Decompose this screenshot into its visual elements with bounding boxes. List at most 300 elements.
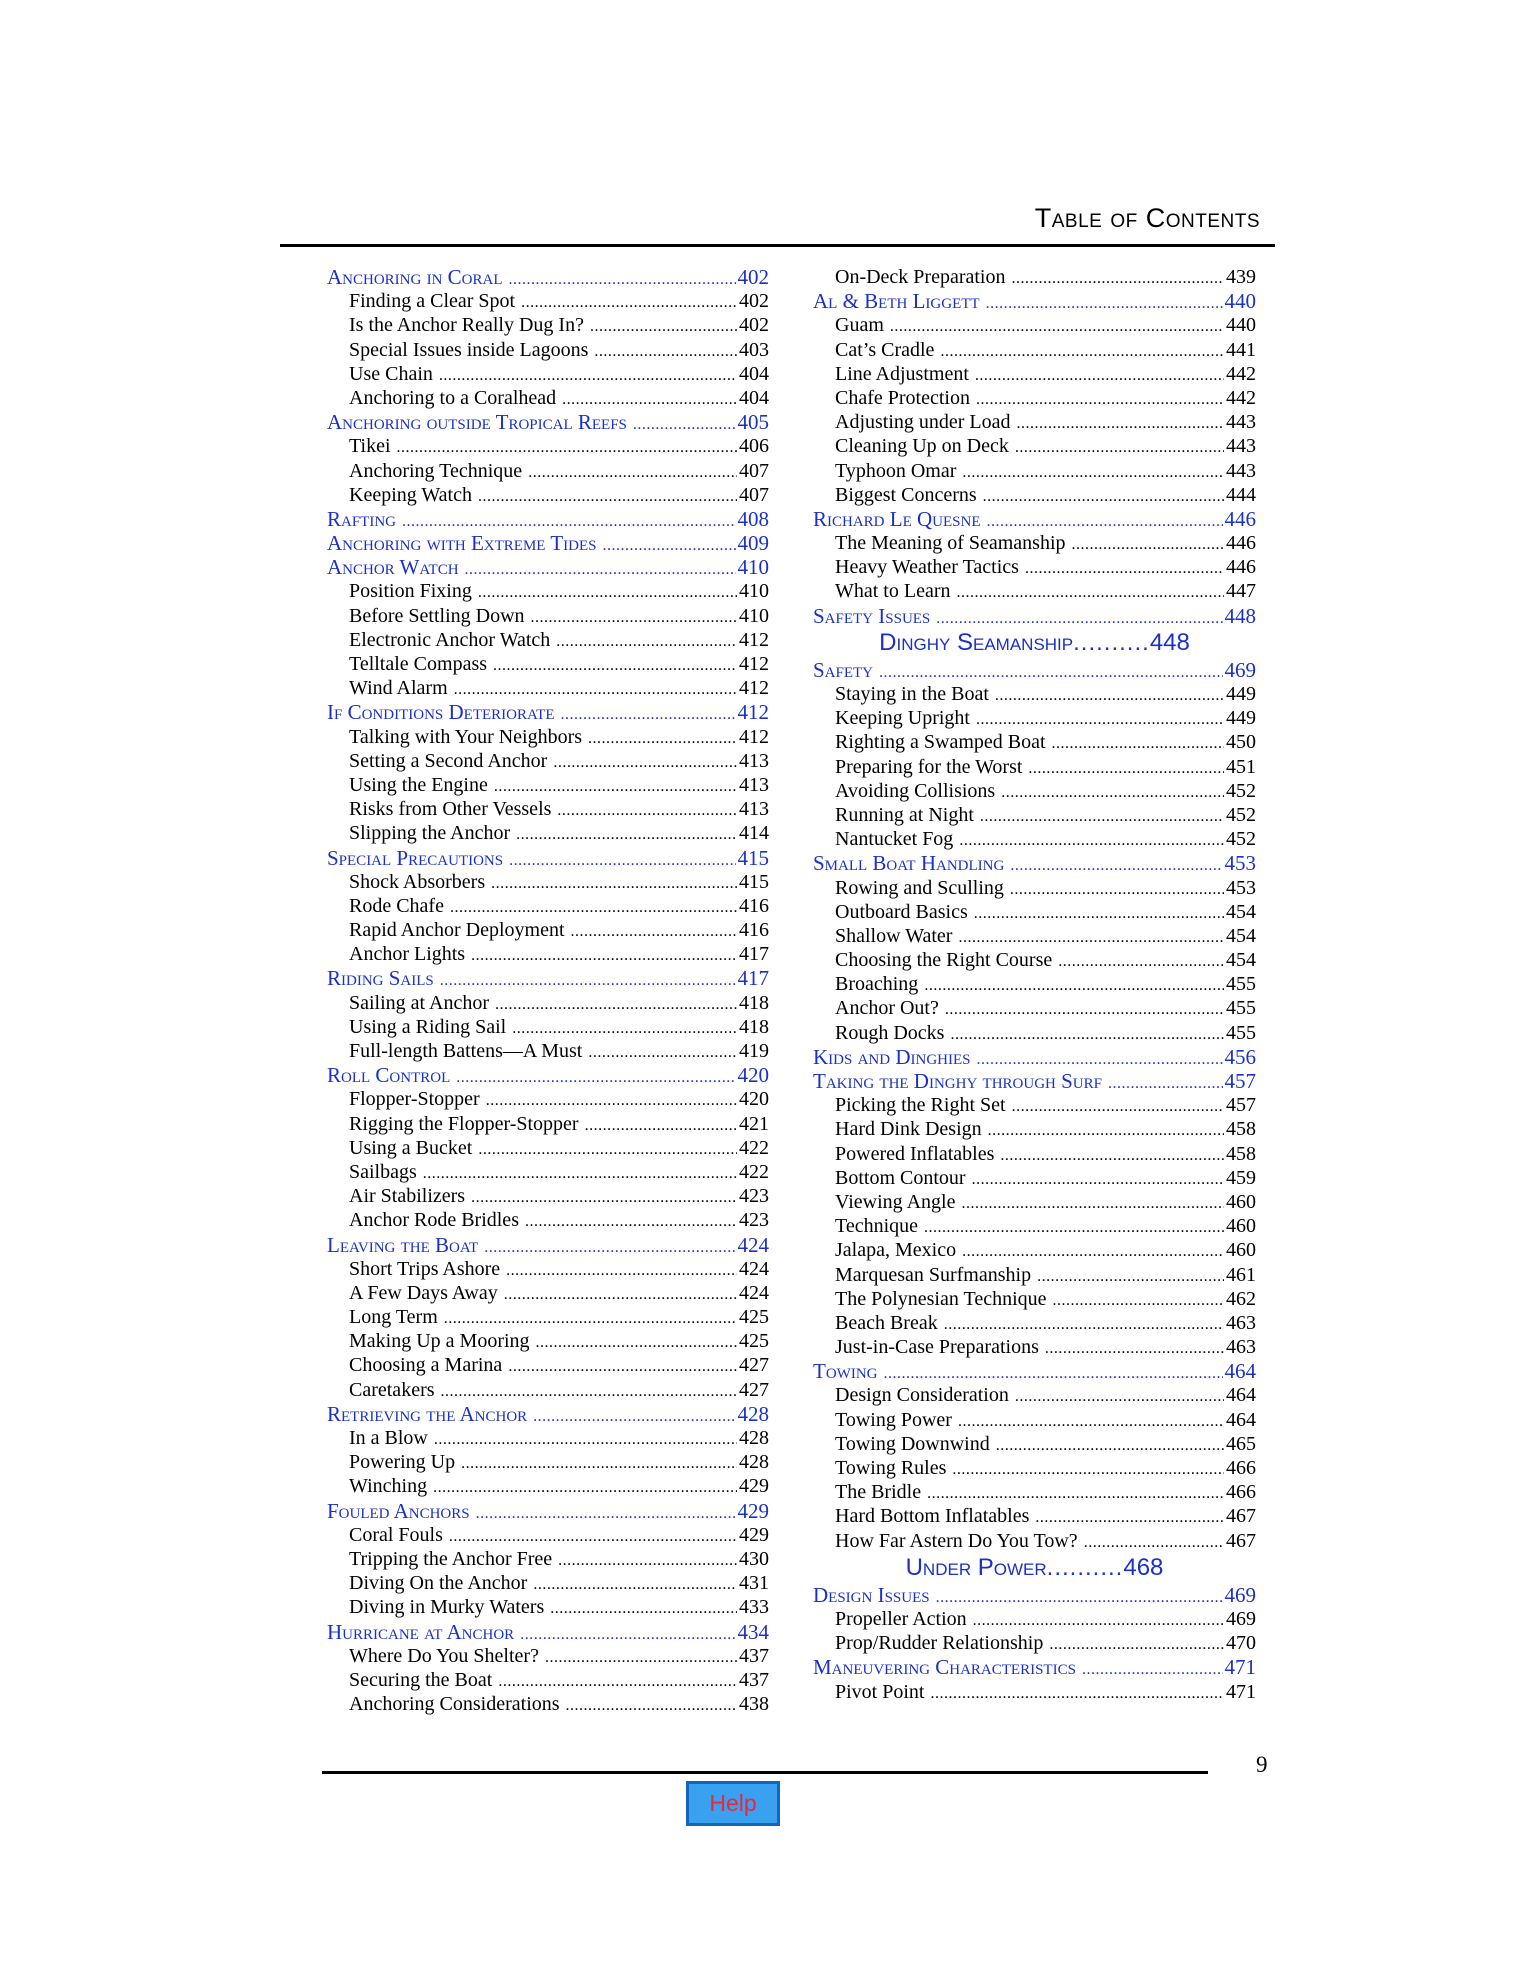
toc-subentry[interactable] — [813, 779, 1256, 803]
toc-subentry[interactable] — [813, 1117, 1256, 1141]
toc-leader-dots — [1058, 950, 1224, 972]
toc-entry-label: Taking the Dinghy through Surf — [813, 1069, 1102, 1093]
toc-entry-page: 454 — [1226, 900, 1256, 923]
toc-leader-dots — [883, 1362, 1222, 1383]
toc-entry-label: Prop/Rudder Relationship — [835, 1632, 1044, 1655]
toc-leader-dots — [1012, 267, 1225, 289]
toc-section-entry[interactable] — [813, 1583, 1256, 1607]
toc-entry-page: 471 — [1226, 1680, 1256, 1703]
toc-section-entry[interactable] — [813, 1045, 1256, 1069]
page-title: Table of Contents — [1034, 203, 1260, 233]
toc-subentry[interactable] — [813, 265, 1256, 289]
toc-subentry[interactable] — [327, 1136, 769, 1160]
toc-entry-label: Keeping Upright — [835, 707, 970, 730]
toc-subentry[interactable] — [327, 652, 769, 676]
toc-leader-dots — [590, 315, 737, 337]
toc-subentry[interactable] — [813, 948, 1256, 972]
toc-entry-page: 464 — [1226, 1384, 1256, 1407]
toc-subentry[interactable] — [813, 1529, 1256, 1553]
toc-entry-label: Beach Break — [835, 1311, 938, 1334]
toc-entry-page: 448 — [1224, 603, 1256, 628]
toc-subentry[interactable] — [327, 1523, 769, 1547]
toc-subentry[interactable] — [327, 1257, 769, 1281]
toc-subentry[interactable] — [327, 1547, 769, 1571]
toc-section-entry[interactable] — [813, 1359, 1256, 1383]
toc-entry-page: 425 — [739, 1306, 769, 1329]
toc-subentry[interactable] — [813, 706, 1256, 730]
toc-subentry[interactable] — [813, 434, 1256, 458]
toc-subentry[interactable] — [813, 730, 1256, 754]
toc-entry-page: 455 — [1226, 1021, 1256, 1044]
toc-leader-dots — [988, 1119, 1224, 1141]
toc-section-entry[interactable] — [327, 555, 769, 579]
toc-entry-label: What to Learn — [835, 580, 951, 603]
toc-entry-label: Setting a Second Anchor — [349, 749, 548, 772]
toc-entry-page: 446 — [1226, 532, 1256, 555]
toc-entry-page: 458 — [1226, 1142, 1256, 1165]
toc-entry-label: Using a Bucket — [349, 1136, 473, 1159]
toc-entry-label: Rafting — [327, 506, 397, 531]
toc-subentry[interactable] — [327, 1160, 769, 1184]
toc-subentry[interactable] — [813, 362, 1256, 386]
toc-section-entry[interactable] — [327, 966, 769, 990]
toc-leader-dots — [558, 1549, 737, 1571]
toc-entry-label: A Few Days Away — [349, 1281, 498, 1304]
toc-leader-dots — [940, 340, 1224, 362]
toc-entry-label: Design Consideration — [835, 1384, 1009, 1407]
toc-entry-page: 457 — [1224, 1069, 1256, 1093]
toc-leader-dots — [533, 1405, 735, 1426]
toc-subentry[interactable] — [813, 827, 1256, 851]
toc-entry-page: 442 — [1226, 362, 1256, 385]
toc-leader-dots — [958, 1410, 1224, 1432]
toc-subentry[interactable] — [813, 555, 1256, 579]
toc-entry-label: In a Blow — [349, 1427, 428, 1449]
toc-entry-page: 421 — [739, 1112, 769, 1135]
toc-subentry[interactable] — [327, 1305, 769, 1329]
toc-entry-label: Preparing for the Worst — [835, 755, 1023, 778]
toc-entry-label: Technique — [835, 1215, 919, 1238]
toc-entry-page: 425 — [739, 1330, 769, 1353]
toc-entry-label: Riding Sails — [327, 966, 434, 991]
toc-entry-label: Powering Up — [349, 1451, 456, 1474]
toc-subentry[interactable] — [327, 991, 769, 1015]
toc-leader-dots — [449, 1525, 737, 1547]
toc-subentry[interactable] — [813, 1093, 1256, 1117]
toc-leader-dots — [461, 1452, 737, 1474]
toc-entry-label: Chafe Protection — [835, 386, 970, 409]
toc-entry-page: 437 — [739, 1668, 769, 1691]
toc-entry-label: Anchor Rode Bridles — [349, 1209, 519, 1232]
toc-subentry[interactable] — [327, 362, 769, 386]
toc-subentry[interactable] — [813, 483, 1256, 507]
toc-subentry[interactable] — [813, 338, 1256, 362]
toc-subentry[interactable] — [813, 900, 1256, 924]
toc-subentry[interactable] — [813, 1238, 1256, 1262]
toc-leader-dots — [521, 291, 737, 313]
toc-entry-page: 455 — [1226, 997, 1256, 1020]
toc-subentry[interactable] — [813, 1408, 1256, 1432]
toc-entry-label: Choosing a Marina — [349, 1354, 503, 1377]
toc-leader-dots — [506, 1259, 737, 1281]
toc-subentry[interactable] — [327, 1281, 769, 1305]
toc-entry-label: Position Fixing — [349, 580, 472, 603]
toc-entry-page: 452 — [1226, 779, 1256, 802]
toc-subentry[interactable] — [327, 1644, 769, 1668]
toc-leader-dots — [478, 485, 737, 507]
toc-subentry[interactable] — [327, 1087, 769, 1111]
toc-entry-label: The Meaning of Seamanship — [835, 532, 1066, 555]
toc-leader-dots — [509, 849, 735, 870]
toc-subentry[interactable] — [813, 755, 1256, 779]
toc-entry-page: 415 — [737, 845, 769, 870]
help-button[interactable]: Help — [686, 1781, 780, 1826]
toc-leader-dots: .......... — [1073, 628, 1150, 656]
toc-subentry[interactable] — [327, 918, 769, 942]
toc-leader-dots — [987, 510, 1223, 531]
toc-leader-dots — [1108, 1072, 1223, 1093]
toc-section-entry[interactable] — [327, 265, 769, 289]
toc-subentry[interactable] — [327, 942, 769, 966]
toc-leader-dots — [633, 413, 736, 434]
toc-leader-dots — [1035, 1506, 1224, 1528]
toc-section-entry[interactable] — [327, 1499, 769, 1523]
toc-subentry[interactable] — [327, 1015, 769, 1039]
toc-entry-page: 470 — [1226, 1632, 1256, 1655]
toc-subentry[interactable] — [813, 1142, 1256, 1166]
toc-subentry[interactable] — [813, 1335, 1256, 1359]
toc-section-entry[interactable] — [813, 658, 1256, 682]
toc-entry-page: 428 — [739, 1427, 769, 1449]
toc-subentry[interactable] — [327, 313, 769, 337]
toc-leader-dots — [944, 1313, 1224, 1335]
toc-entry-label: Retrieving the Anchor — [327, 1401, 528, 1426]
toc-leader-dots — [471, 1186, 737, 1208]
toc-leader-dots — [1025, 557, 1224, 579]
toc-subentry[interactable] — [327, 1474, 769, 1498]
toc-subentry[interactable] — [813, 386, 1256, 410]
toc-subentry[interactable] — [813, 459, 1256, 483]
toc-subentry[interactable] — [813, 924, 1256, 948]
toc-leader-dots — [983, 485, 1224, 507]
toc-section-entry[interactable] — [327, 1620, 769, 1644]
toc-entry-page: 455 — [1226, 973, 1256, 996]
toc-entry-page: 458 — [1226, 1118, 1256, 1141]
toc-entry-label: If Conditions Deteriorate — [327, 700, 555, 725]
toc-section-entry[interactable] — [327, 1402, 769, 1426]
toc-leader-dots — [454, 678, 737, 700]
toc-leader-dots — [550, 1597, 737, 1619]
toc-subentry[interactable] — [327, 894, 769, 918]
toc-leader-dots — [962, 1240, 1224, 1262]
toc-subentry[interactable] — [327, 1378, 769, 1402]
toc-entry-page: 453 — [1224, 851, 1256, 876]
toc-subentry[interactable] — [813, 1680, 1256, 1704]
toc-leader-dots — [484, 1236, 735, 1257]
toc-subentry[interactable] — [327, 434, 769, 458]
toc-entry-label: Anchor Out? — [835, 997, 939, 1020]
toc-entry-page: 413 — [739, 798, 769, 821]
toc-entry-page: 416 — [739, 894, 769, 917]
toc-entry-page: 437 — [739, 1644, 769, 1667]
toc-subentry[interactable] — [813, 1190, 1256, 1214]
toc-leader-dots — [1010, 854, 1222, 875]
toc-entry-label: Use Chain — [349, 362, 433, 385]
toc-entry-label: Rough Docks — [835, 1021, 945, 1044]
toc-entry-label: Viewing Angle — [835, 1190, 956, 1213]
toc-entry-page: 467 — [1226, 1505, 1256, 1528]
toc-entry-page: 449 — [1226, 707, 1256, 730]
toc-section-entry[interactable] — [327, 700, 769, 724]
toc-leader-dots — [1084, 1531, 1224, 1553]
toc-leader-dots — [1049, 1633, 1224, 1655]
toc-subentry[interactable] — [813, 1021, 1256, 1045]
toc-subentry[interactable] — [813, 1383, 1256, 1407]
toc-entry-label: Pivot Point — [835, 1680, 925, 1703]
toc-leader-dots — [1053, 1289, 1224, 1311]
toc-entry-page: 434 — [737, 1619, 769, 1644]
toc-subentry[interactable] — [327, 338, 769, 362]
toc-entry-label: Hard Dink Design — [835, 1118, 982, 1141]
toc-section-entry[interactable] — [813, 507, 1256, 531]
toc-entry-label: Winching — [349, 1475, 428, 1498]
toc-subentry[interactable] — [327, 459, 769, 483]
toc-subentry[interactable] — [813, 1607, 1256, 1631]
toc-leader-dots — [566, 1694, 737, 1716]
toc-entry-page: 428 — [739, 1451, 769, 1474]
toc-entry-page: 446 — [1226, 556, 1256, 579]
toc-subentry[interactable] — [327, 1039, 769, 1063]
toc-section-entry[interactable] — [813, 1069, 1256, 1093]
toc-leader-dots — [520, 1623, 735, 1644]
toc-entry-label: Marquesan Surfmanship — [835, 1263, 1032, 1286]
toc-leader-dots — [509, 268, 736, 289]
toc-leader-dots — [1017, 412, 1224, 434]
toc-leader-dots — [973, 1609, 1224, 1631]
toc-entry-label: Keeping Watch — [349, 483, 472, 506]
toc-entry-page: 446 — [1224, 506, 1256, 531]
toc-leader-dots — [562, 388, 737, 410]
toc-subentry[interactable] — [813, 1214, 1256, 1238]
toc-subentry[interactable] — [813, 1631, 1256, 1655]
toc-part-heading[interactable] — [813, 628, 1256, 658]
toc-section-entry[interactable] — [813, 851, 1256, 875]
toc-subentry[interactable] — [327, 870, 769, 894]
toc-entry-label: On-Deck Preparation — [835, 266, 1006, 288]
toc-subentry[interactable] — [813, 1311, 1256, 1335]
toc-leader-dots — [536, 1331, 737, 1353]
toc-entry-label: Picking the Right Set — [835, 1094, 1006, 1117]
toc-leader-dots — [927, 1482, 1224, 1504]
toc-entry-label: Avoiding Collisions — [835, 779, 996, 802]
toc-entry-label: Staying in the Boat — [835, 683, 989, 705]
toc-entry-page: 416 — [739, 919, 769, 942]
toc-subentry[interactable] — [327, 1571, 769, 1595]
toc-subentry[interactable] — [327, 604, 769, 628]
toc-leader-dots — [588, 727, 737, 749]
toc-entry-page: 423 — [739, 1209, 769, 1232]
toc-entry-page: 430 — [739, 1547, 769, 1570]
toc-entry-page: 464 — [1224, 1359, 1256, 1384]
toc-subentry[interactable] — [813, 682, 1256, 706]
toc-subentry[interactable] — [327, 1208, 769, 1232]
toc-entry-page: 424 — [739, 1281, 769, 1304]
toc-subentry[interactable] — [327, 1426, 769, 1450]
toc-entry-page: 440 — [1224, 289, 1256, 314]
toc-entry-page: 412 — [739, 725, 769, 748]
toc-entry-label: The Bridle — [835, 1481, 922, 1504]
toc-section-entry[interactable] — [813, 604, 1256, 628]
toc-entry-page: 450 — [1226, 731, 1256, 754]
toc-entry-page: 454 — [1226, 924, 1256, 947]
toc-entry-label: Caretakers — [349, 1378, 435, 1401]
toc-subentry[interactable] — [327, 676, 769, 700]
toc-subentry[interactable] — [327, 1353, 769, 1377]
toc-subentry[interactable] — [813, 313, 1256, 337]
toc-subentry[interactable] — [813, 1504, 1256, 1528]
toc-entry-label: Slipping the Anchor — [349, 822, 511, 845]
toc-leader-dots — [561, 703, 736, 724]
toc-subentry[interactable] — [813, 1456, 1256, 1480]
toc-subentry[interactable] — [327, 1329, 769, 1353]
toc-subentry[interactable] — [327, 1450, 769, 1474]
toc-entry-page: 407 — [739, 459, 769, 482]
toc-entry-page: 402 — [739, 314, 769, 337]
toc-subentry[interactable] — [813, 579, 1256, 603]
toc-entry-page: 419 — [739, 1040, 769, 1062]
toc-entry-page: 415 — [739, 870, 769, 893]
toc-leader-dots — [980, 805, 1224, 827]
toc-subentry[interactable] — [327, 579, 769, 603]
toc-entry-page: 438 — [739, 1693, 769, 1716]
toc-entry-label: Wind Alarm — [349, 677, 448, 700]
toc-entry-page: 424 — [739, 1257, 769, 1280]
toc-leader-dots: .......... — [1046, 1553, 1124, 1581]
toc-entry-page: 412 — [739, 628, 769, 651]
toc-entry-label: Just-in-Case Preparations — [835, 1336, 1039, 1359]
toc-entry-label: Righting a Swamped Boat — [835, 731, 1046, 754]
toc-entry-label: Full-length Battens—A Must — [349, 1040, 583, 1062]
toc-entry-page: 402 — [739, 290, 769, 313]
toc-subentry[interactable] — [327, 289, 769, 313]
toc-entry-label: Telltale Compass — [349, 653, 488, 675]
toc-entry-label: Roll Control — [327, 1063, 451, 1088]
toc-subentry[interactable] — [327, 1112, 769, 1136]
toc-entry-label: Al & Beth Liggett — [813, 289, 980, 314]
toc-entry-page: 452 — [1226, 803, 1256, 826]
toc-subentry[interactable] — [813, 1480, 1256, 1504]
toc-section-entry[interactable] — [327, 1063, 769, 1087]
toc-entry-label: Fouled Anchors — [327, 1498, 470, 1523]
toc-section-entry[interactable] — [327, 1233, 769, 1257]
toc-entry-label: Heavy Weather Tactics — [835, 556, 1019, 579]
toc-subentry[interactable] — [813, 972, 1256, 996]
toc-leader-dots — [1082, 1658, 1223, 1679]
toc-part-heading[interactable] — [813, 1553, 1256, 1583]
toc-section-entry[interactable] — [813, 289, 1256, 313]
toc-leader-dots — [557, 799, 737, 821]
toc-leader-dots — [936, 1586, 1223, 1607]
toc-entry-label: Using the Engine — [349, 773, 488, 796]
toc-entry-page: 417 — [737, 966, 769, 991]
toc-entry-label: Anchor Lights — [349, 943, 466, 966]
toc-subentry[interactable] — [327, 1692, 769, 1716]
toc-entry-label: Dinghy Seamanship — [879, 628, 1074, 656]
toc-subentry[interactable] — [813, 996, 1256, 1020]
toc-section-entry[interactable] — [813, 1655, 1256, 1679]
toc-entry-page: 465 — [1226, 1432, 1256, 1455]
toc-subentry[interactable] — [813, 876, 1256, 900]
toc-entry-page: 466 — [1226, 1481, 1256, 1504]
toc-entry-label: Diving On the Anchor — [349, 1572, 528, 1595]
toc-section-entry[interactable] — [327, 410, 769, 434]
toc-subentry[interactable] — [327, 1668, 769, 1692]
toc-leader-dots — [545, 1646, 737, 1668]
toc-entry-label: Broaching — [835, 973, 919, 996]
toc-leader-dots — [478, 581, 737, 603]
toc-leader-dots — [456, 1066, 735, 1087]
toc-leader-dots — [498, 1670, 737, 1692]
toc-section-entry[interactable] — [327, 531, 769, 555]
toc-subentry[interactable] — [813, 1432, 1256, 1456]
toc-entry-label: Towing — [813, 1359, 878, 1384]
toc-subentry[interactable] — [327, 749, 769, 773]
toc-entry-label: Sailbags — [349, 1160, 417, 1183]
toc-leader-dots — [1001, 781, 1224, 803]
toc-leader-dots — [476, 1502, 736, 1523]
toc-left-column — [327, 265, 769, 1716]
toc-entry-page: 433 — [739, 1596, 769, 1619]
toc-entry-label: Long Term — [349, 1306, 438, 1329]
toc-subentry[interactable] — [327, 1595, 769, 1619]
toc-section-entry[interactable] — [327, 846, 769, 870]
toc-subentry[interactable] — [813, 1287, 1256, 1311]
toc-subentry[interactable] — [327, 1184, 769, 1208]
toc-subentry[interactable] — [327, 773, 769, 797]
toc-subentry[interactable] — [327, 386, 769, 410]
toc-leader-dots — [433, 1476, 737, 1498]
toc-subentry[interactable] — [813, 410, 1256, 434]
toc-entry-label: Short Trips Ashore — [349, 1257, 501, 1280]
toc-subentry[interactable] — [813, 1263, 1256, 1287]
toc-leader-dots — [977, 1048, 1223, 1069]
toc-subentry[interactable] — [327, 725, 769, 749]
toc-entry-label: Line Adjustment — [835, 362, 969, 385]
toc-entry-page: 418 — [739, 1015, 769, 1038]
toc-subentry[interactable] — [327, 821, 769, 845]
toc-entry-label: Towing Downwind — [835, 1432, 990, 1455]
toc-subentry[interactable] — [813, 531, 1256, 555]
toc-subentry[interactable] — [327, 483, 769, 507]
toc-section-entry[interactable] — [327, 507, 769, 531]
toc-subentry[interactable] — [813, 1166, 1256, 1190]
toc-leader-dots — [402, 510, 735, 531]
toc-entry-page: 402 — [737, 265, 769, 289]
toc-leader-dots — [974, 902, 1224, 924]
toc-entry-page: 412 — [739, 677, 769, 700]
toc-entry-label: Anchoring to a Coralhead — [349, 386, 557, 409]
toc-leader-dots — [491, 872, 737, 894]
toc-entry-label: Anchoring Technique — [349, 459, 523, 482]
toc-entry-page: 459 — [1226, 1166, 1256, 1189]
toc-entry-label: Small Boat Handling — [813, 851, 1005, 876]
toc-subentry[interactable] — [327, 628, 769, 652]
toc-subentry[interactable] — [813, 803, 1256, 827]
toc-leader-dots — [1010, 878, 1224, 900]
toc-subentry[interactable] — [327, 797, 769, 821]
toc-entry-label: Safety Issues — [813, 603, 931, 628]
toc-entry-page: 469 — [1226, 1607, 1256, 1630]
